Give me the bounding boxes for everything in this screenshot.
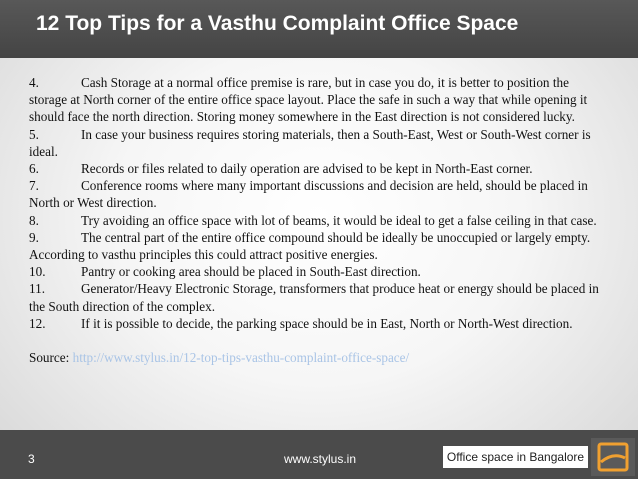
list-item	[29, 315, 601, 332]
page-number: 3	[28, 452, 35, 466]
list-item	[29, 177, 601, 211]
list-item	[29, 212, 601, 229]
item-number: 5.	[29, 126, 39, 142]
list-item	[29, 229, 601, 263]
title-bar	[0, 0, 638, 58]
list-item	[29, 263, 601, 280]
item-number: 8.	[29, 212, 39, 228]
item-text: In case your business requires storing materials, then a South-East, West or South-West corner is ideal.	[29, 126, 591, 159]
item-text: Generator/Heavy Electronic Storage, transformers that produce heat or energy should be placed in the South direction of the complex.	[29, 281, 599, 314]
list-item	[29, 74, 601, 126]
list-item	[29, 160, 601, 177]
item-text: Conference rooms where many important discussions and decision are held, should be placed in North or West direction.	[29, 178, 588, 211]
tips-list	[29, 74, 601, 379]
item-number: 6.	[29, 161, 39, 177]
item-text: If it is possible to decide, the parking space should be in East, North or North-West direction.	[81, 315, 573, 331]
footer-tag: Office space in Bangalore	[443, 446, 588, 468]
item-text: Records or files related to daily operation are advised to be kept in North-East corner.	[81, 161, 533, 177]
item-number: 10.	[29, 264, 46, 280]
item-number: 9.	[29, 229, 39, 245]
footer-website[interactable]: www.stylus.in	[284, 452, 357, 466]
source-line	[29, 349, 601, 366]
item-number: 4.	[29, 75, 39, 90]
slide-title: 12 Top Tips for a Vasthu Complaint Office Space	[36, 12, 519, 35]
item-text: Pantry or cooking area should be placed in South-East direction.	[81, 264, 421, 280]
source-label: Source:	[29, 350, 70, 366]
list-item	[29, 126, 601, 160]
list-item	[29, 280, 601, 314]
footer-bar	[0, 430, 638, 479]
stylus-logo-icon	[591, 438, 635, 476]
source-link[interactable]: http://www.stylus.in/12-top-tips-vasthu-complaint-office-space/	[72, 350, 410, 366]
item-text: Try avoiding an office space with lot of beams, it would be ideal to get a false ceiling in that case.	[81, 212, 597, 228]
item-number: 7.	[29, 178, 39, 194]
item-number: 12.	[29, 315, 46, 331]
item-text: Cash Storage at a normal office premise is rare, but in case you do, it is better to position the storage at North corner of the entire office space layout. Place the safe in such a way that while opening it should face the north direction. Storing money somewhere in the East direction is not considered lucky.	[29, 75, 588, 125]
item-number: 11.	[29, 281, 45, 297]
item-text: The central part of the entire office compound should be ideally be unoccupied or largely empty. According to vasthu principles this could attract positive energies.	[29, 229, 591, 263]
